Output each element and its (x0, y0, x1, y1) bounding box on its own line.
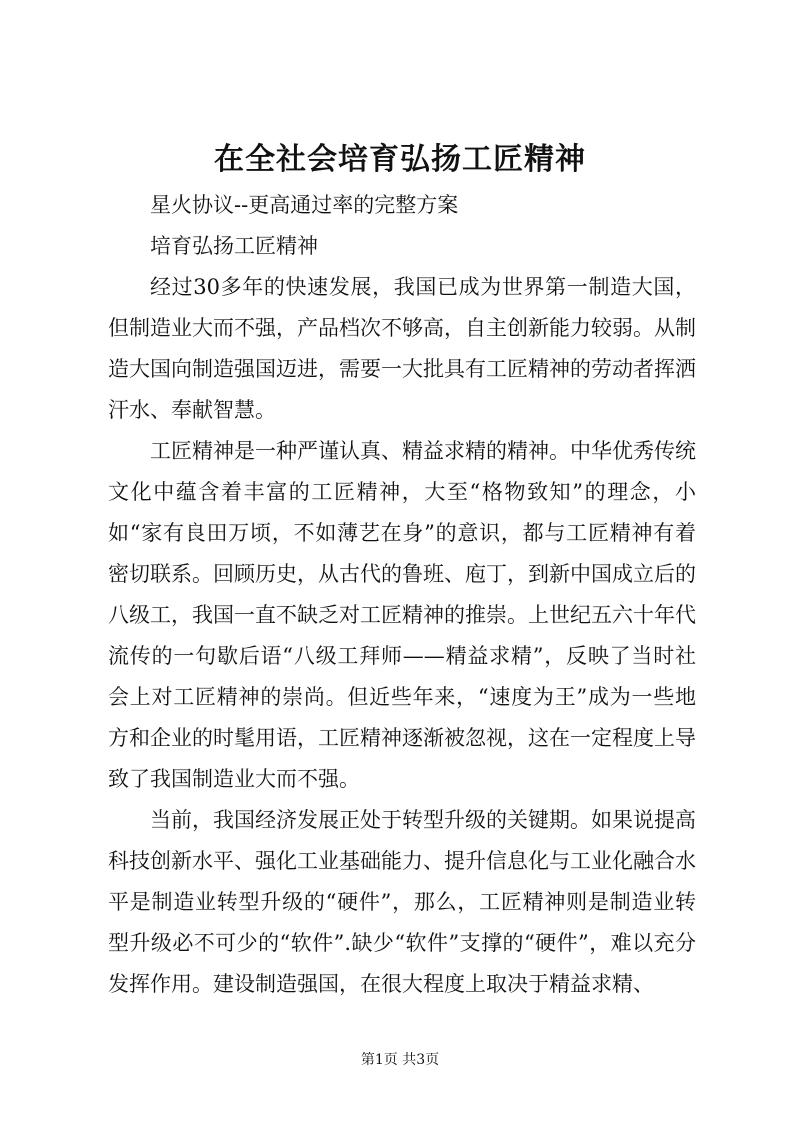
paragraph-transformation: 当前，我国经济发展正处于转型升级的关键期。如果说提高科技创新水平、强化工业基础能力、提升信息化与工业化融合水平是制造业转型升级的“硬件”，那么，工匠精神则是制造业转型升级必不可少的“软件”.缺少“软件”支撑的“硬件”，难以充分发挥作用。建设制造强国，在很大程度上取决于精益求精、 (108, 808, 696, 996)
page-number-footer: 第1页 共3页 (360, 1052, 440, 1068)
document-title: 在全社会培育弘扬工匠精神 (214, 142, 586, 177)
paragraph-craftsmanship: 工匠精神是一种严谨认真、精益求精的精神。中华优秀传统文化中蕴含着丰富的工匠精神，大至“格物致知”的理念，小如“家有良田万顷，不如薄艺在身”的意识，都与工匠精神有着密切联系。回顾历史，从古代的鲁班、庖丁，到新中国成立后的八级工，我国一直不缺乏对工匠精神的推崇。上世纪五六十年代流传的一句歇后语“八级工拜师——精益求精”，反映了当时社会上对工匠精神的崇尚。但近些年来，“速度为王”成为一些地方和企业的时髦用语，工匠精神逐渐被忽视，这在一定程度上导致了我国制造业大而不强。 (108, 439, 696, 791)
paragraph-development: 经过30多年的快速发展，我国已成为世界第一制造大国，但制造业大而不强，产品档次不够高，自主创新能力较弱。从制造大国向制造强国迈进，需要一大批具有工匠精神的劳动者挥洒汗水、奉献智慧。 (108, 275, 696, 422)
document-body (108, 185, 696, 1005)
paragraph-source-note: 星火协议--更高通过率的完整方案 (150, 193, 459, 217)
paragraph-subtitle: 培育弘扬工匠精神 (150, 234, 318, 258)
